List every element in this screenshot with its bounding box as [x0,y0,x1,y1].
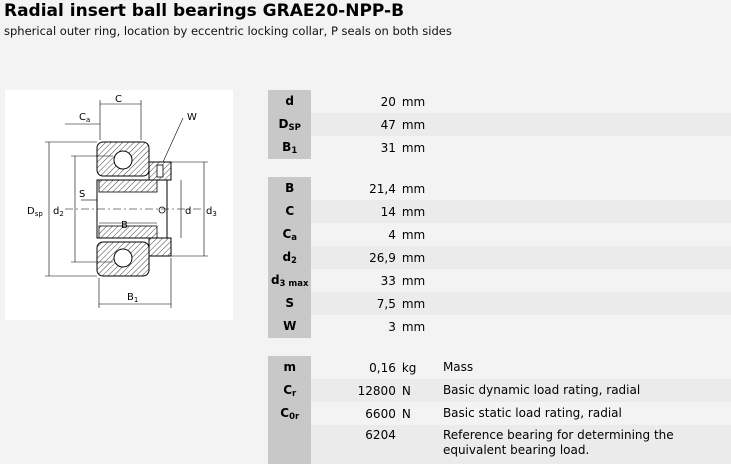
spec-row-b1 [268,136,731,159]
spec-symbol: DSP [268,113,311,136]
spec-description: Basic static load rating, radial [442,406,622,420]
page-subtitle: spherical outer ring, location by eccentric locking collar, P seals on both sides [4,24,452,38]
spec-unit: mm [398,246,441,269]
spec-value: 4 [388,227,396,242]
label-s: S [79,189,86,200]
spec-value: 31 [380,140,396,155]
label-d: d [185,206,192,217]
spec-value: 33 [380,273,396,288]
spec-value: 7,5 [311,292,397,315]
spec-unit: mm [398,292,441,315]
spec-symbol: d3 max [268,269,311,292]
spec-unit: N [398,379,441,402]
spec-value: 47 [311,113,397,136]
spec-symbol: C [268,200,311,223]
spec-row-ca [268,223,731,246]
spec-group-gap [268,159,731,177]
spec-symbol [268,425,311,464]
spec-symbol: Cr [268,379,311,402]
label-d3: $d_3$ [206,206,217,218]
spec-group-gap [268,338,731,356]
label-b1: $B_1$ [127,292,139,304]
spec-symbol: B1 [268,136,311,159]
spec-description [441,200,731,223]
spec-symbol: C0r [268,402,311,425]
spec-description [441,177,731,200]
page-title: Radial insert ball bearings GRAE20-NPP-B [4,1,405,21]
label-w: W [187,112,197,123]
spec-row-mass [268,356,731,379]
label-b: B [121,220,128,231]
spec-symbol: B [268,177,311,200]
spec-symbol: d [268,90,311,113]
spec-row-d3max [268,269,731,292]
spec-description [441,136,731,159]
spec-description [441,269,731,292]
spec-description [441,223,731,246]
spec-row-dsp [268,113,731,136]
spec-unit: mm [398,113,441,136]
spec-unit [398,425,441,464]
spec-value: 26,9 [311,246,397,269]
label-d2: $d_2$ [53,206,64,218]
spec-value: 20 [380,94,396,109]
spec-description [441,90,731,113]
spec-row-reference-bearing [268,425,731,464]
spec-row-d [268,90,731,113]
spec-value: 3 [388,319,396,334]
spec-unit: mm [401,273,426,288]
spec-symbol: m [268,356,311,379]
spec-row-b [268,177,731,200]
spec-unit: mm [401,319,426,334]
spec-description: Reference bearing for determining the equivalent bearing load. [441,425,731,464]
spec-value: 0,16 [369,360,396,375]
spec-description [441,246,731,269]
spec-row-c0r [268,402,731,425]
spec-unit: kg [401,360,417,375]
spec-unit: N [401,406,411,421]
spec-symbol: Ca [268,223,311,246]
spec-row-c [268,200,731,223]
spec-table [268,90,731,464]
spec-value: 14 [311,200,397,223]
spec-unit: mm [401,227,426,242]
label-c: C [115,94,122,105]
spec-description: Mass [442,360,474,374]
spec-row-s [268,292,731,315]
label-dsp: $D_{sp}$ [27,206,43,218]
spec-unit: mm [401,94,426,109]
spec-description [441,292,731,315]
spec-description: Basic dynamic load rating, radial [441,379,731,402]
spec-unit: mm [398,200,441,223]
spec-row-cr [268,379,731,402]
label-ca: $C_a$ [79,112,91,124]
spec-row-d2 [268,246,731,269]
spec-value: 6204 [311,425,397,464]
spec-unit: mm [401,181,426,196]
spec-value: 21,4 [369,181,396,196]
spec-value: 12800 [311,379,397,402]
spec-symbol: d2 [268,246,311,269]
spec-row-w [268,315,731,338]
bearing-drawing [5,90,233,320]
bearing-cross-section-diagram [5,90,233,320]
spec-description [441,113,731,136]
spec-description [441,315,731,338]
spec-symbol: S [268,292,311,315]
spec-value: 6600 [365,406,396,421]
spec-symbol: W [268,315,311,338]
spec-unit: mm [401,140,426,155]
